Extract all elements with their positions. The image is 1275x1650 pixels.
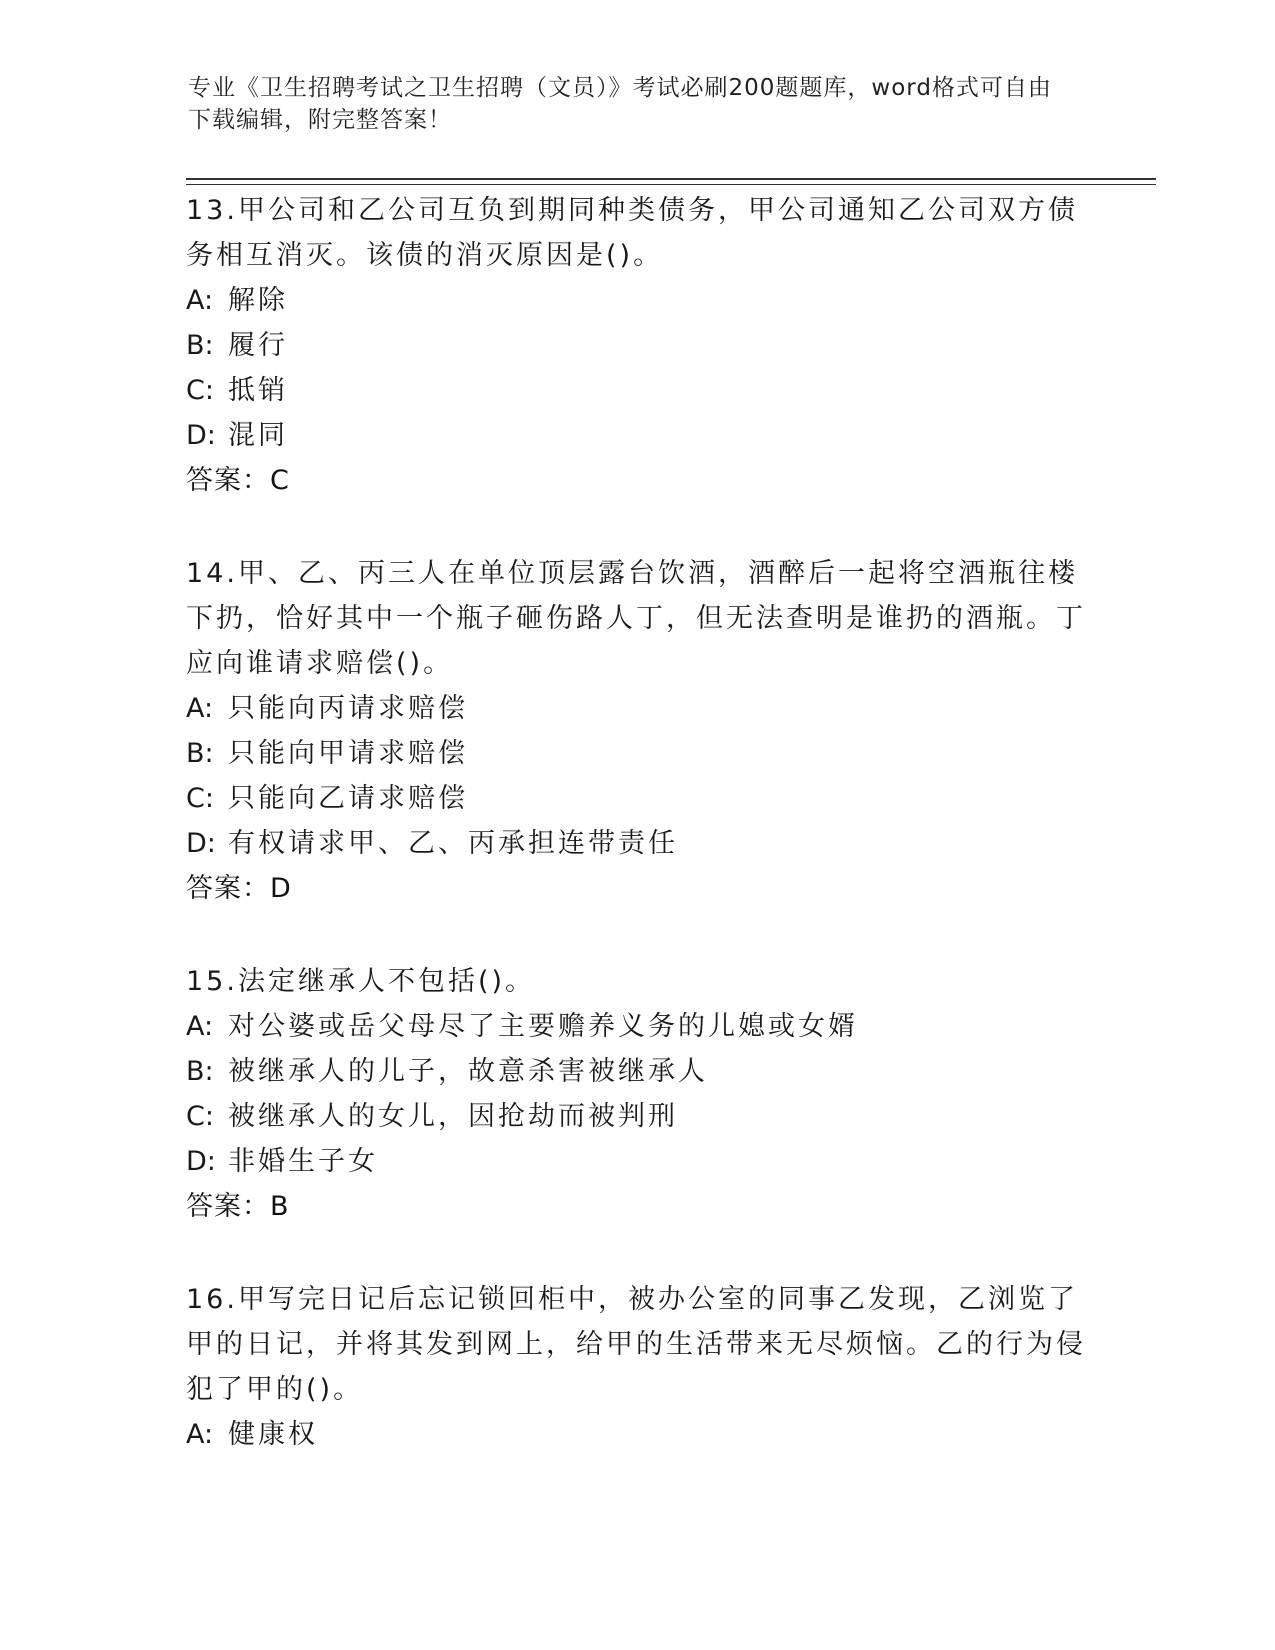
option-text: 健康权 — [228, 1419, 318, 1450]
question-14 — [186, 551, 1086, 911]
option-key: C: — [186, 375, 214, 406]
answer-label: 答案：B — [186, 1191, 290, 1222]
option-key: B: — [186, 330, 214, 361]
option-text: 混同 — [228, 420, 288, 451]
option-text: 只能向乙请求赔偿 — [228, 783, 468, 814]
option-text: 履行 — [228, 330, 288, 361]
option-a — [186, 686, 1086, 731]
option-b — [186, 323, 1086, 368]
header-divider — [186, 178, 1156, 185]
option-text: 只能向甲请求赔偿 — [228, 738, 468, 769]
option-c — [186, 776, 1086, 821]
option-key: A: — [186, 1419, 214, 1450]
option-text: 解除 — [228, 285, 288, 316]
option-text: 被继承人的女儿，因抢劫而被判刑 — [228, 1101, 678, 1132]
option-a — [186, 1412, 1086, 1457]
option-key: B: — [186, 1056, 214, 1087]
option-key: C: — [186, 783, 214, 814]
option-text: 非婚生子女 — [228, 1146, 378, 1177]
option-text: 抵销 — [228, 375, 288, 406]
option-c — [186, 368, 1086, 413]
question-list — [186, 188, 1086, 1505]
option-key: A: — [186, 1011, 214, 1042]
option-b — [186, 731, 1086, 776]
question-15 — [186, 959, 1086, 1229]
answer-label: 答案：D — [186, 873, 292, 904]
answer-label: 答案：C — [186, 465, 290, 496]
document-header: 专业《卫生招聘考试之卫生招聘（文员）》考试必刷200题题库，word格式可自由下载编辑，附完整答案！ — [188, 75, 1052, 133]
option-key: D: — [186, 828, 216, 859]
question-16 — [186, 1277, 1086, 1457]
option-text: 对公婆或岳父母尽了主要赡养义务的儿媳或女婿 — [228, 1011, 858, 1042]
option-b — [186, 1049, 1086, 1094]
option-c — [186, 1094, 1086, 1139]
question-stem: 15.法定继承人不包括()。 — [186, 966, 536, 997]
option-key: C: — [186, 1101, 214, 1132]
question-stem: 16.甲写完日记后忘记锁回柜中，被办公室的同事乙发现，乙浏览了甲的日记，并将其发到网上，给甲的生活带来无尽烦恼。乙的行为侵犯了甲的()。 — [186, 1284, 1086, 1405]
question-stem: 13.甲公司和乙公司互负到期同种类债务，甲公司通知乙公司双方债务相互消灭。该债的消灭原因是()。 — [186, 195, 1078, 271]
option-d — [186, 821, 1086, 866]
option-text: 被继承人的儿子，故意杀害被继承人 — [228, 1056, 708, 1087]
option-d — [186, 1139, 1086, 1184]
option-key: A: — [186, 285, 214, 316]
option-a — [186, 1004, 1086, 1049]
option-text: 有权请求甲、乙、丙承担连带责任 — [228, 828, 678, 859]
question-stem: 14.甲、乙、丙三人在单位顶层露台饮酒，酒醉后一起将空酒瓶往楼下扔，恰好其中一个瓶子砸伤路人丁，但无法查明是谁扔的酒瓶。丁应向谁请求赔偿()。 — [186, 558, 1086, 679]
option-key: D: — [186, 1146, 216, 1177]
option-text: 只能向丙请求赔偿 — [228, 693, 468, 724]
option-key: D: — [186, 420, 216, 451]
option-key: A: — [186, 693, 214, 724]
option-d — [186, 413, 1086, 458]
question-13 — [186, 188, 1086, 503]
option-a — [186, 278, 1086, 323]
option-key: B: — [186, 738, 214, 769]
